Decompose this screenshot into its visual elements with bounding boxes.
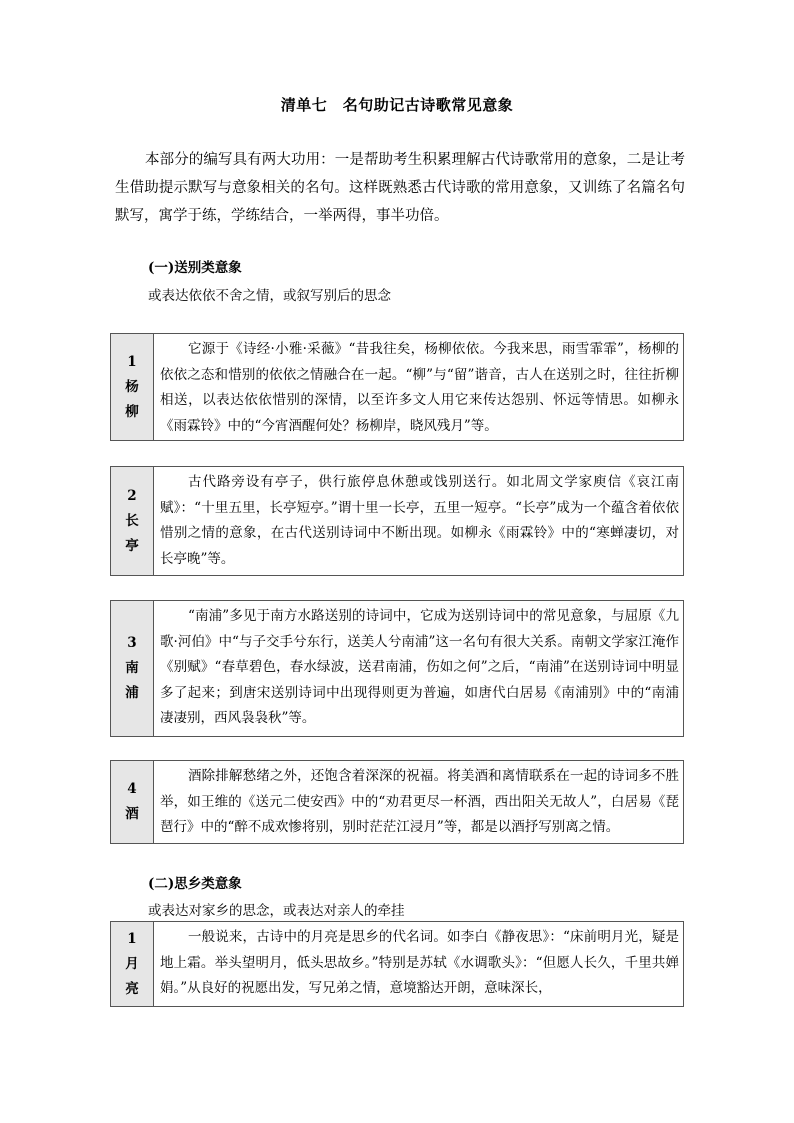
section1-heading: (一)送别类意象 [148,260,242,276]
entry-number: 4 [127,781,137,797]
entry-text: 古代路旁设有亭子，供行旅停息休憩或饯别送行。如北周文学家庾信《哀江南赋》：“十里五里，长亭短亭。”谓十里一长亭，五里一短亭。“长亭”成为一个蕴含着依依惜别之情的意象，在古代送别诗词中不断出现。如柳永《雨霖铃》中的“寒蝉凄切，对长亭晚”等。 [160,474,679,567]
entry-text: 一般说来，古诗中的月亮是思乡的代名词。如李白《静夜思》：“床前明月光，疑是地上霜。举头望明月，低头思故乡。”特别是苏轼《水调歌头》：“但愿人长久，千里共婵娟。”从良好的祝愿出发，写兄弟之情，意境豁达开朗，意味深长， [160,929,679,996]
entry-box-willow [110,333,684,441]
page-title: 清单七 名句助记古诗歌常见意象 [280,96,514,114]
entry-label [111,922,154,1006]
entry-number: 2 [127,487,137,504]
section2-heading: (二)思乡类意象 [148,876,242,892]
entry-char: 亭 [125,537,139,554]
entry-number: 1 [127,930,137,947]
entry-char: 亮 [125,980,139,997]
entry-label [111,467,154,575]
entry-box-moon [110,921,684,1007]
entry-text: 它源于《诗经·小雅·采薇》“昔我往矣，杨柳依依。今我来思，雨雪霏霏”，杨柳的依依之态和惜别的依依之情融合在一起。“柳”与“留”谐音，古人在送别之时，往往折柳相送，以表达依依惜别的深情，以至许多文人用它来传达怨别、怀远等情思。如柳永《雨霖铃》中的“今宵酒醒何处？杨柳岸，晓风残月”等。 [160,341,679,434]
entry-label [111,761,154,843]
entry-box-long-pavilion [110,466,684,576]
entry-number: 1 [127,353,137,370]
entry-char: 月 [125,955,139,972]
entry-char: 南 [125,660,139,676]
entry-box-wine [110,760,684,844]
entry-char: 浦 [125,685,139,701]
entry-char: 杨 [125,378,139,395]
section1-subheading: 或表达依依不舍之情，或叙写别后的思念 [148,288,391,304]
entry-char: 柳 [125,403,139,420]
entry-text: “南浦”多见于南方水路送别的诗词中，它成为送别诗词中的常见意象，与屈原《九歌·河伯》中“与子交手兮东行，送美人兮南浦”这一名句有很大关系。南朝文学家江淹作《别赋》“春草碧色，春水绿波，送君南浦，伤如之何”之后，“南浦”在送别诗词中明显多了起来；到唐宋送别诗词中出现得则更为普遍，如唐代白居易《南浦别》中的“南浦凄凄别，西风袅袅秋”等。 [160,608,679,726]
entry-box-nanpu [110,600,684,737]
entry-label [111,334,154,440]
entry-char: 酒 [125,806,139,822]
entry-char: 长 [125,512,139,529]
entry-number: 3 [127,635,137,651]
section2-subheading: 或表达对家乡的思念，或表达对亲人的牵挂 [148,903,405,919]
intro-paragraph: 本部分的编写具有两大功用：一是帮助考生积累理解古代诗歌常用的意象，二是让考生借助提示默写与意象相关的名句。这样既熟悉古代诗歌的常用意象，又训练了名篇名句默写，寓学于练，学练结合，一举两得，事半功倍。 [115,152,685,224]
entry-text: 酒除排解愁绪之外，还饱含着深深的祝福。将美酒和离情联系在一起的诗词多不胜举，如王维的《送元二使安西》中的“劝君更尽一杯酒，西出阳关无故人”，白居易《琵琶行》中的“醉不成欢惨将别，别时茫茫江浸月”等，都是以酒抒写别离之情。 [160,768,679,835]
entry-label [111,601,154,736]
